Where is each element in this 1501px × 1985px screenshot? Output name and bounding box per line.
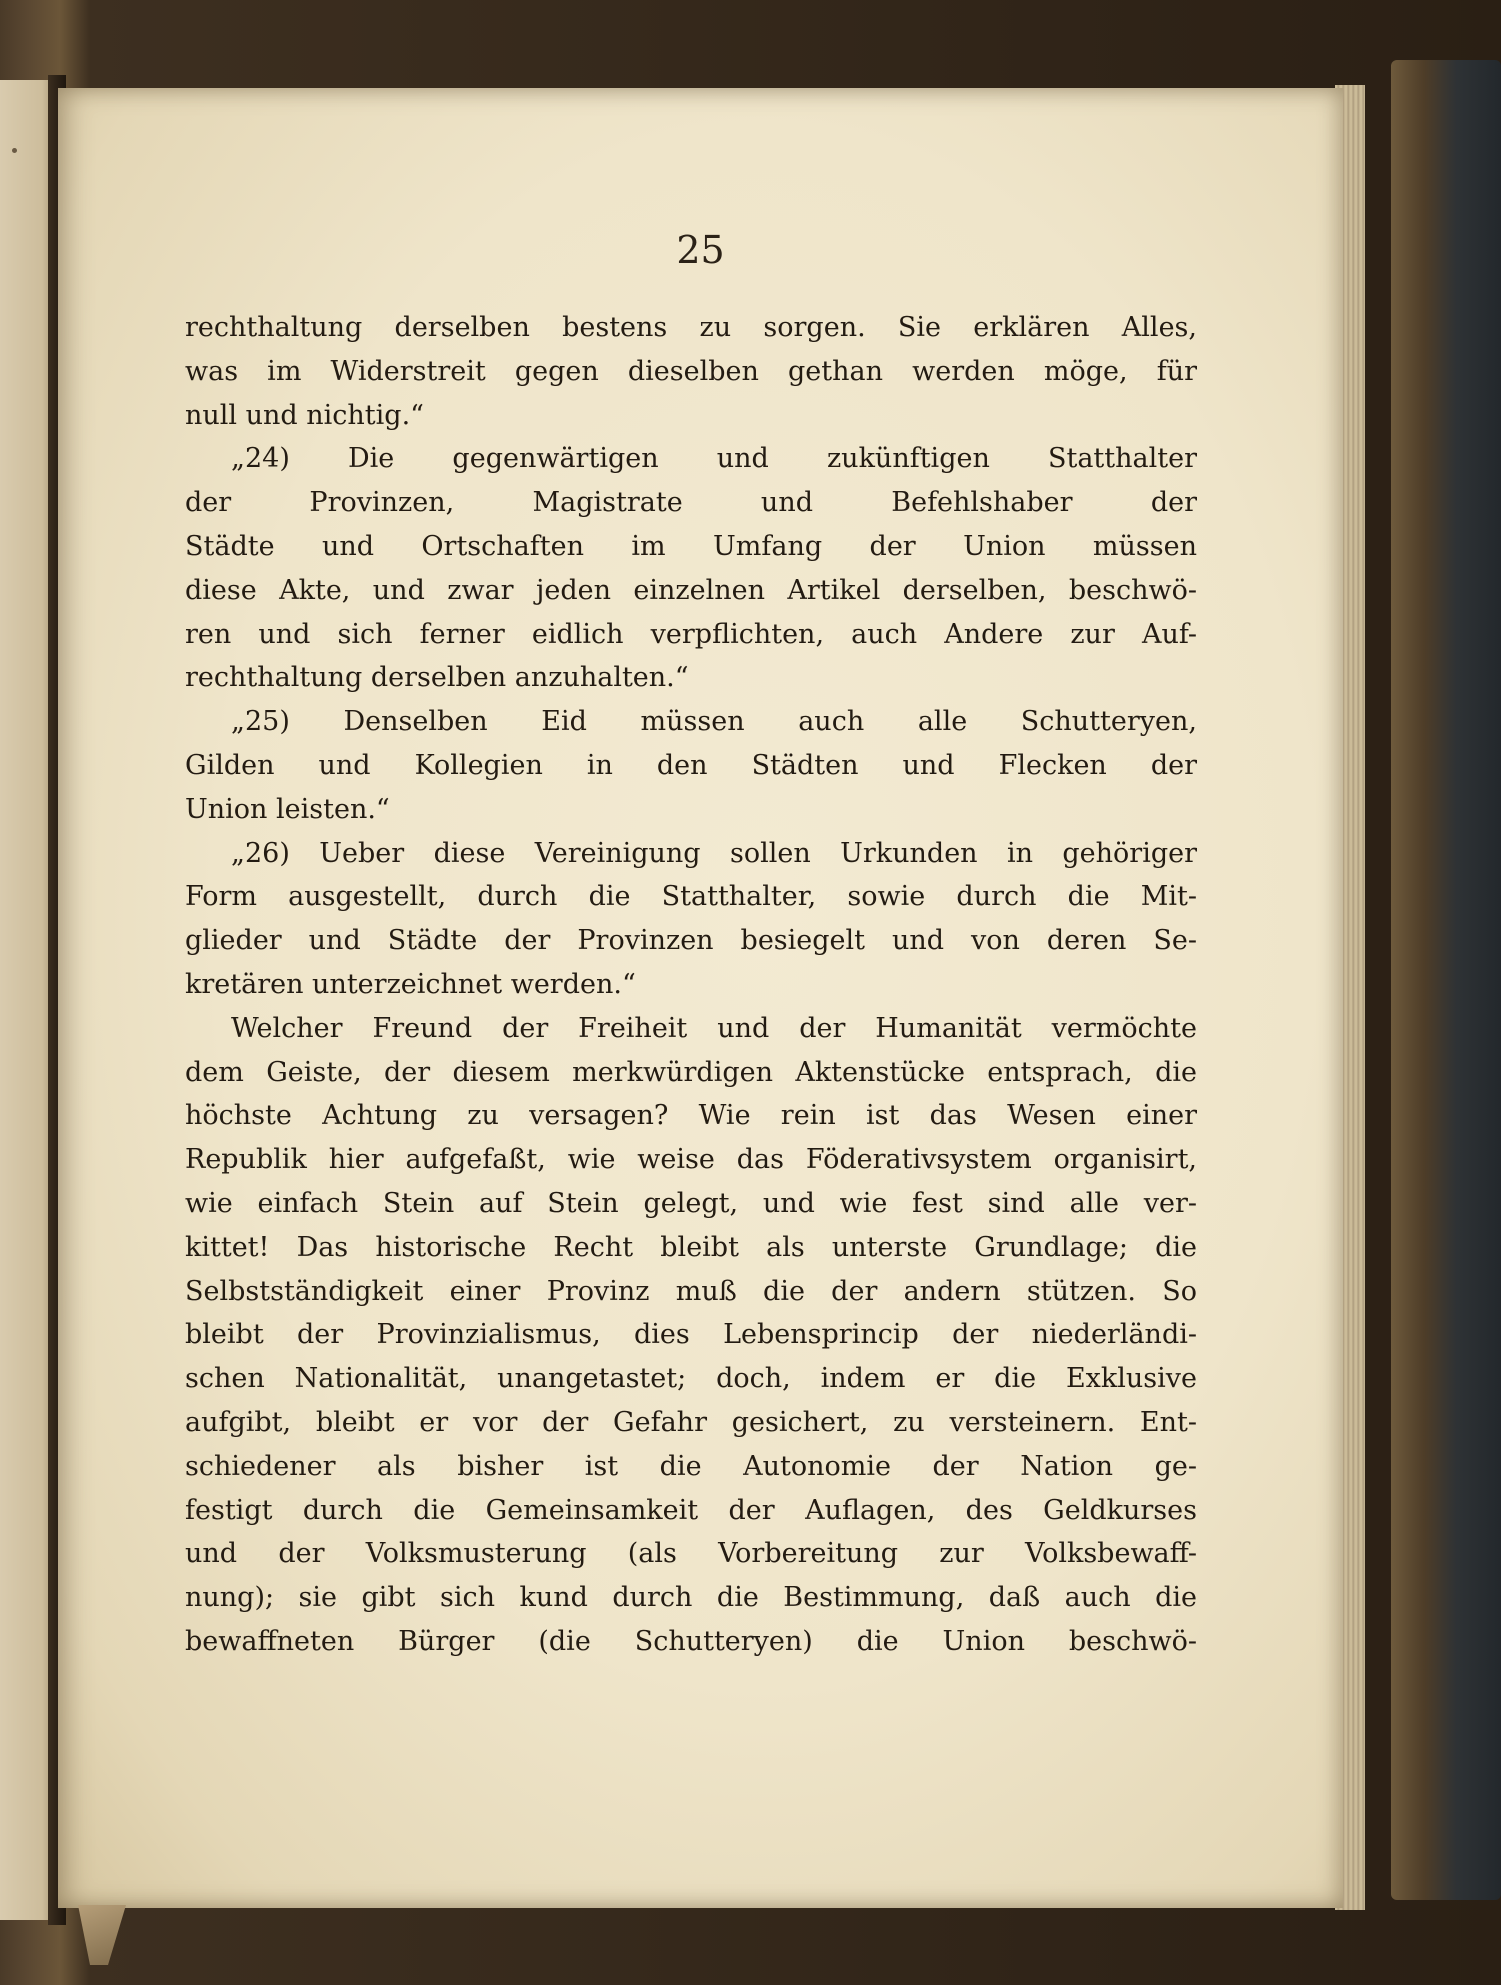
text-line: Selbstständigkeit einer Provinz muß die der andern stützen. So bbox=[185, 1275, 1197, 1307]
text-line: höchste Achtung zu versagen? Wie rein ist das Wesen einer bbox=[185, 1100, 1197, 1132]
text-line: schiedener als bisher ist die Autonomie der Nation ge- bbox=[185, 1450, 1197, 1482]
text-line: Welcher Freund der Freiheit und der Humanität vermöchte bbox=[231, 1012, 1197, 1044]
text-line: Städte und Ortschaften im Umfang der Union müssen bbox=[185, 530, 1197, 562]
text-line: diese Akte, und zwar jeden einzelnen Artikel derselben, beschwö- bbox=[185, 574, 1197, 606]
text-line: der Provinzen, Magistrate und Befehlshaber der bbox=[185, 487, 1197, 519]
text-line: Form ausgestellt, durch die Statthalter, sowie durch die Mit- bbox=[185, 881, 1197, 913]
text-line: „26) Ueber diese Vereinigung sollen Urkunden in gehöriger bbox=[231, 837, 1197, 869]
page-number: 25 bbox=[676, 228, 725, 272]
text-line: null und nichtig.“ bbox=[185, 399, 424, 431]
text-line: nung); sie gibt sich kund durch die Bestimmung, daß auch die bbox=[185, 1582, 1197, 1614]
text-line: festigt durch die Gemeinsamkeit der Auflagen, des Geldkurses bbox=[185, 1494, 1197, 1526]
text-line: was im Widerstreit gegen dieselben gethan werden möge, für bbox=[185, 355, 1197, 387]
text-line: dem Geiste, der diesem merkwürdigen Aktenstücke entsprach, die bbox=[185, 1056, 1197, 1088]
bookmark-ribbon bbox=[72, 1905, 132, 1965]
text-line: kretären unterzeichnet werden.“ bbox=[185, 968, 636, 1000]
text-line: Gilden und Kollegien in den Städten und Flecken der bbox=[185, 749, 1197, 781]
book-cover-edge bbox=[1391, 60, 1501, 1900]
text-line: Republik hier aufgefaßt, wie weise das Föderativsystem organisirt, bbox=[185, 1144, 1197, 1176]
text-line: bleibt der Provinzialismus, dies Lebensprincip der niederländi- bbox=[185, 1319, 1197, 1351]
text-line: Union leisten.“ bbox=[185, 793, 390, 825]
text-line: wie einfach Stein auf Stein gelegt, und wie fest sind alle ver- bbox=[185, 1187, 1197, 1219]
text-line: rechthaltung derselben bestens zu sorgen. Sie erklären Alles, bbox=[185, 312, 1197, 343]
text-line: „25) Denselben Eid müssen auch alle Schutteryen, bbox=[231, 706, 1197, 738]
text-line: „24) Die gegenwärtigen und zukünftigen Statthalter bbox=[231, 443, 1197, 475]
book-page bbox=[58, 88, 1343, 1908]
text-line: bewaffneten Bürger (die Schutteryen) die Union beschwö- bbox=[185, 1625, 1197, 1657]
text-line: schen Nationalität, unangetastet; doch, indem er die Exklusive bbox=[185, 1363, 1197, 1395]
spine-mark bbox=[12, 148, 17, 153]
text-line: glieder und Städte der Provinzen besiegelt und von deren Se- bbox=[185, 925, 1197, 957]
text-line: kittet! Das historische Recht bleibt als unterste Grundlage; die bbox=[185, 1231, 1197, 1263]
text-line: und der Volksmusterung (als Vorbereitung zur Volksbewaff- bbox=[185, 1538, 1197, 1570]
text-line: aufgibt, bleibt er vor der Gefahr gesichert, zu versteinern. Ent- bbox=[185, 1406, 1197, 1438]
body-text bbox=[185, 306, 1197, 1664]
text-line: ren und sich ferner eidlich verpflichten, auch Andere zur Auf- bbox=[185, 618, 1197, 650]
text-line: rechthaltung derselben anzuhalten.“ bbox=[185, 662, 689, 694]
